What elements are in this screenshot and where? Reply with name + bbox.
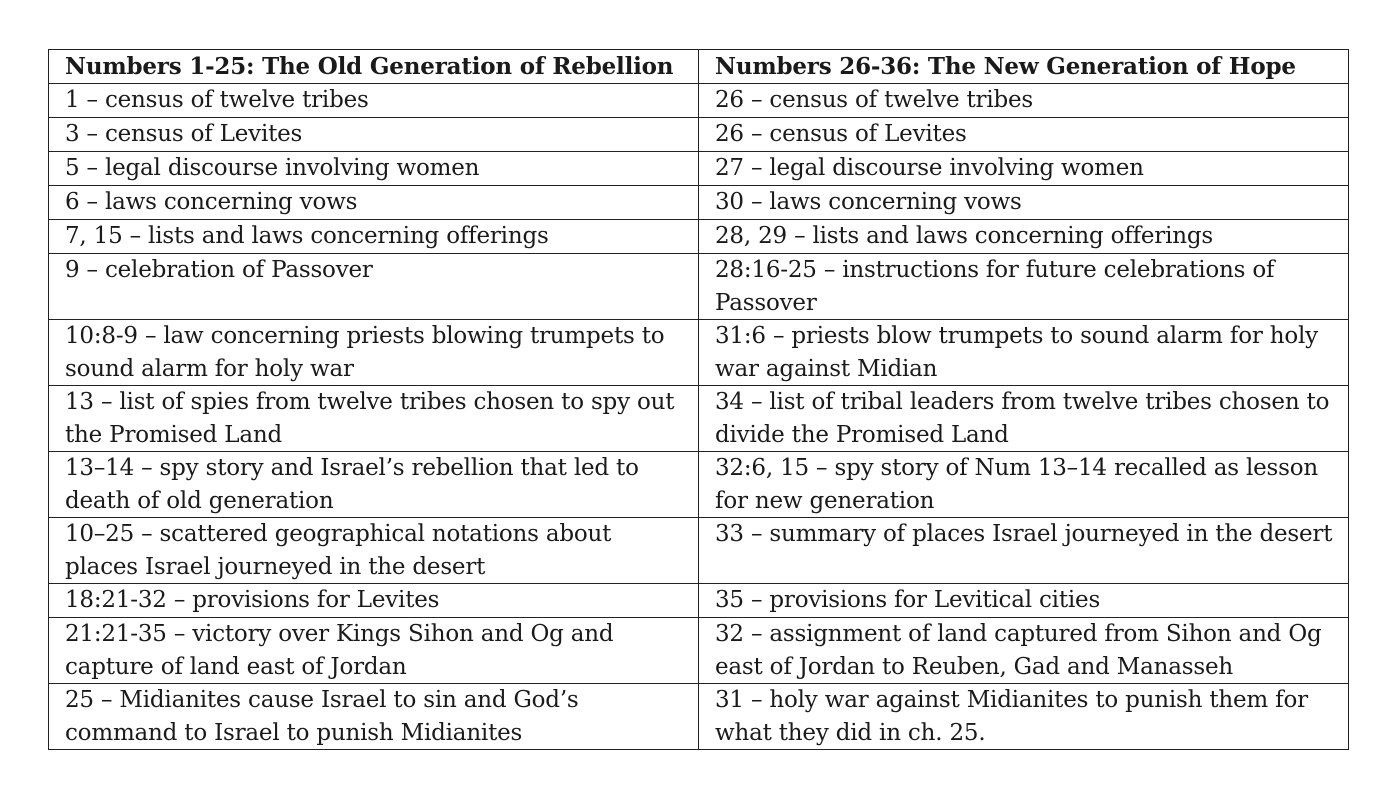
new-cell: 32 – assignment of land captured from Sihon and Og east of Jordan to Reuben, Gad and Manasseh: [699, 618, 1349, 684]
new-cell: 31 – holy war against Midianites to punish them for what they did in ch. 25.: [699, 684, 1349, 750]
table-header-row: [49, 50, 1349, 84]
table-row: [49, 254, 1349, 320]
new-cell: 32:6, 15 – spy story of Num 13–14 recalled as lesson for new generation: [699, 452, 1349, 518]
new-cell: 28, 29 – lists and laws concerning offerings: [699, 220, 1349, 254]
table-row: [49, 186, 1349, 220]
table-row: [49, 84, 1349, 118]
old-cell: 13–14 – spy story and Israel’s rebellion that led to death of old generation: [49, 452, 699, 518]
new-cell: 27 – legal discourse involving women: [699, 152, 1349, 186]
old-cell: 1 – census of twelve tribes: [49, 84, 699, 118]
comparison-table-container: [48, 49, 1348, 750]
table-row: [49, 320, 1349, 386]
old-cell: 5 – legal discourse involving women: [49, 152, 699, 186]
header-old-generation: Numbers 1-25: The Old Generation of Rebellion: [49, 50, 699, 84]
header-new-generation: Numbers 26-36: The New Generation of Hope: [699, 50, 1349, 84]
new-cell: 30 – laws concerning vows: [699, 186, 1349, 220]
table-row: [49, 518, 1349, 584]
old-cell: 6 – laws concerning vows: [49, 186, 699, 220]
old-cell: 9 – celebration of Passover: [49, 254, 699, 320]
table-row: [49, 618, 1349, 684]
old-cell: 21:21-35 – victory over Kings Sihon and Og and capture of land east of Jordan: [49, 618, 699, 684]
old-cell: 10:8-9 – law concerning priests blowing trumpets to sound alarm for holy war: [49, 320, 699, 386]
old-cell: 7, 15 – lists and laws concerning offerings: [49, 220, 699, 254]
new-cell: 26 – census of Levites: [699, 118, 1349, 152]
new-cell: 26 – census of twelve tribes: [699, 84, 1349, 118]
new-cell: 31:6 – priests blow trumpets to sound alarm for holy war against Midian: [699, 320, 1349, 386]
table-row: [49, 452, 1349, 518]
comparison-table: [48, 49, 1349, 750]
new-cell: 34 – list of tribal leaders from twelve tribes chosen to divide the Promised Land: [699, 386, 1349, 452]
new-cell: 28:16-25 – instructions for future celebrations of Passover: [699, 254, 1349, 320]
old-cell: 3 – census of Levites: [49, 118, 699, 152]
table-row: [49, 152, 1349, 186]
new-cell: 35 – provisions for Levitical cities: [699, 584, 1349, 618]
table-row: [49, 118, 1349, 152]
table-row: [49, 684, 1349, 750]
new-cell: 33 – summary of places Israel journeyed in the desert: [699, 518, 1349, 584]
old-cell: 25 – Midianites cause Israel to sin and God’s command to Israel to punish Midianites: [49, 684, 699, 750]
table-row: [49, 386, 1349, 452]
table-row: [49, 220, 1349, 254]
old-cell: 13 – list of spies from twelve tribes chosen to spy out the Promised Land: [49, 386, 699, 452]
old-cell: 18:21-32 – provisions for Levites: [49, 584, 699, 618]
table-row: [49, 584, 1349, 618]
old-cell: 10–25 – scattered geographical notations about places Israel journeyed in the desert: [49, 518, 699, 584]
